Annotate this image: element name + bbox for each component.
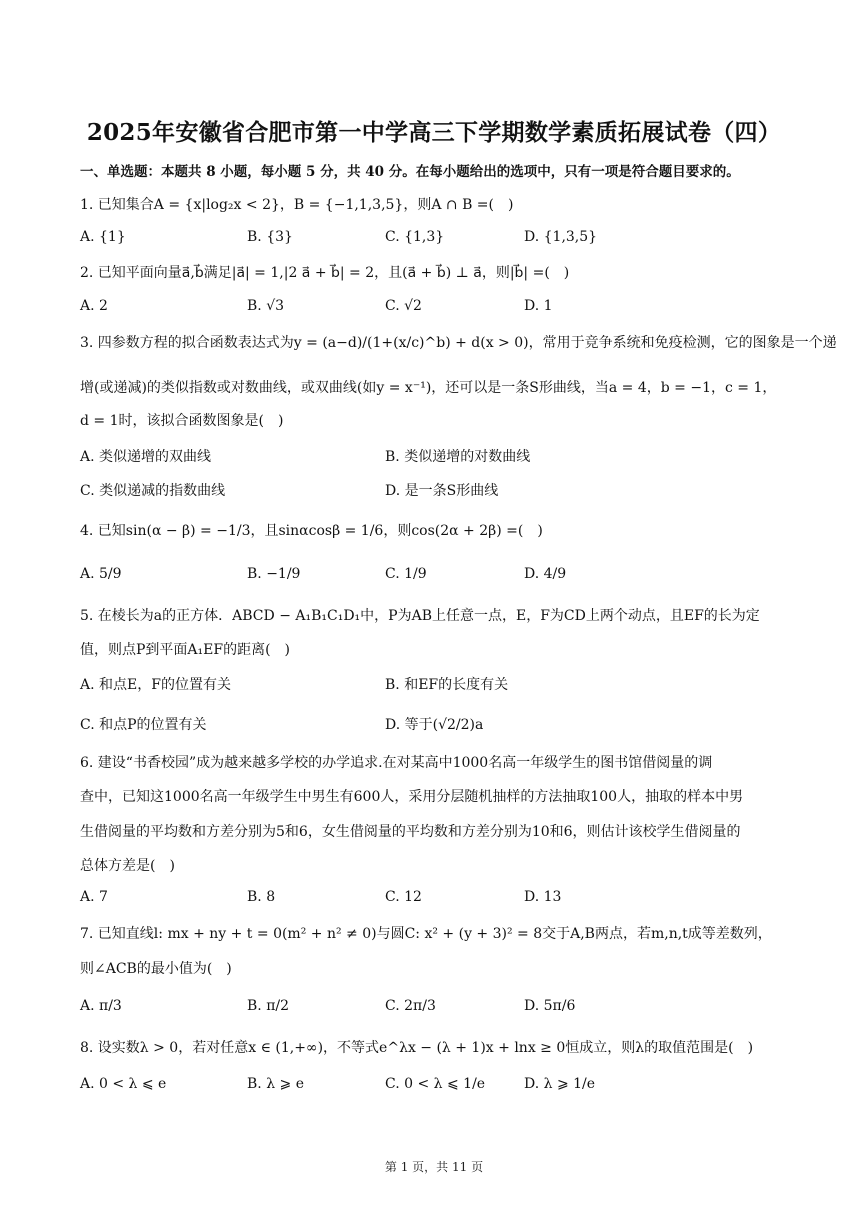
q7-option-c: C. 2π/3 (385, 998, 436, 1014)
q3-option-c: C. 类似递减的指数曲线 (80, 483, 226, 499)
page-footer: 第 1 页，共 11 页 (384, 1160, 484, 1174)
question-5-line-2: 值，则点P到平面A₁EF的距离( ) (80, 642, 290, 658)
q4-option-b: B. −1/9 (247, 566, 301, 582)
question-6-line-3: 生借阅量的平均数和方差分别为5和6，女生借阅量的平均数和方差分别为10和6，则估计该校学生借阅量的 (80, 824, 741, 840)
q8-option-a: A. 0 < λ ⩽ e (80, 1076, 167, 1092)
question-6-line-2: 查中，已知这1000名高一年级学生中男生有600人，采用分层随机抽样的方法抽取100人，抽取的样本中男 (80, 789, 744, 805)
exam-title: 2025年安徽省合肥市第一中学高三下学期数学素质拓展试卷（四） (86, 119, 782, 146)
q8-option-c: C. 0 < λ ⩽ 1/e (385, 1076, 486, 1092)
q7-option-d: D. 5π/6 (524, 998, 576, 1014)
question-3-line-1: 3. 四参数方程的拟合函数表达式为y = (a−d)/(1+(x/c)^b) + d(x > 0)，常用于竞争系统和免疫检测，它的图象是一个递 (80, 335, 837, 351)
question-7-line-1: 7. 已知直线l: mx + ny + t = 0(m² + n² ≠ 0)与圆C: x² + (y + 3)² = 8交于A,B两点，若m,n,t成等差数列， (80, 926, 772, 942)
q7-option-b: B. π/2 (247, 998, 290, 1014)
q6-option-d: D. 13 (524, 889, 562, 905)
q8-option-d: D. λ ⩾ 1/e (524, 1076, 596, 1092)
question-3-line-3: d = 1时，该拟合函数图象是( ) (80, 413, 284, 429)
q4-option-a: A. 5/9 (80, 566, 122, 582)
q4-option-d: D. 4/9 (524, 566, 567, 582)
q7-option-a: A. π/3 (80, 998, 122, 1014)
q4-option-c: C. 1/9 (385, 566, 427, 582)
q6-option-b: B. 8 (247, 889, 276, 905)
question-6-line-4: 总体方差是( ) (80, 858, 175, 874)
question-2-text: 2. 已知平面向量a⃗,b⃗满足|a⃗| = 1,|2 a⃗ + b⃗| = 2，且(a⃗ + b⃗) ⊥ a⃗，则|b⃗| =( ) (80, 265, 570, 281)
q5-option-d: D. 等于(√2/2)a (385, 717, 484, 733)
question-1-text: 1. 已知集合A = {x|log₂x < 2}，B = {−1,1,3,5}，则A ∩ B =( ) (80, 197, 514, 213)
q1-option-b: B. {3} (247, 229, 293, 245)
q2-option-c: C. √2 (385, 298, 422, 314)
q3-option-d: D. 是一条S形曲线 (385, 483, 499, 499)
question-4-text: 4. 已知sin(α − β) = −1/3，且sinαcosβ = 1/6，则cos(2α + 2β) =( ) (80, 523, 543, 539)
q1-option-c: C. {1,3} (385, 229, 445, 245)
q2-option-a: A. 2 (80, 298, 108, 314)
q1-option-d: D. {1,3,5} (524, 229, 598, 245)
q5-option-b: B. 和EF的长度有关 (385, 677, 509, 693)
q6-option-c: C. 12 (385, 889, 422, 905)
q2-option-d: D. 1 (524, 298, 553, 314)
q6-option-a: A. 7 (80, 889, 108, 905)
q3-option-b: B. 类似递增的对数曲线 (385, 449, 531, 465)
section-header: 一、单选题：本题共 8 小题，每小题 5 分，共 40 分。在每小题给出的选项中，只有一项是符合题目要求的。 (80, 164, 740, 180)
q3-option-a: A. 类似递增的双曲线 (80, 449, 212, 465)
question-6-line-1: 6. 建设“书香校园”成为越来越多学校的办学追求.在对某高中1000名高一年级学生的图书馆借阅量的调 (80, 755, 713, 771)
question-7-line-2: 则∠ACB的最小值为( ) (80, 961, 232, 977)
q1-option-a: A. {1} (80, 229, 126, 245)
q2-option-b: B. √3 (247, 298, 285, 314)
question-8-text: 8. 设实数λ > 0，若对任意x ∈ (1,+∞)，不等式e^λx − (λ + 1)x + lnx ≥ 0恒成立，则λ的取值范围是( ) (80, 1040, 754, 1056)
q8-option-b: B. λ ⩾ e (247, 1076, 304, 1092)
q5-option-c: C. 和点P的位置有关 (80, 717, 207, 733)
q5-option-a: A. 和点E，F的位置有关 (80, 677, 231, 693)
question-3-line-2: 增(或递减)的类似指数或对数曲线，或双曲线(如y = x⁻¹)，还可以是一条S形曲线，当a = 4，b = −1，c = 1， (80, 380, 777, 396)
question-5-line-1: 5. 在棱长为a的正方体．ABCD − A₁B₁C₁D₁中，P为AB上任意一点，E，F为CD上两个动点，且EF的长为定 (80, 608, 760, 624)
